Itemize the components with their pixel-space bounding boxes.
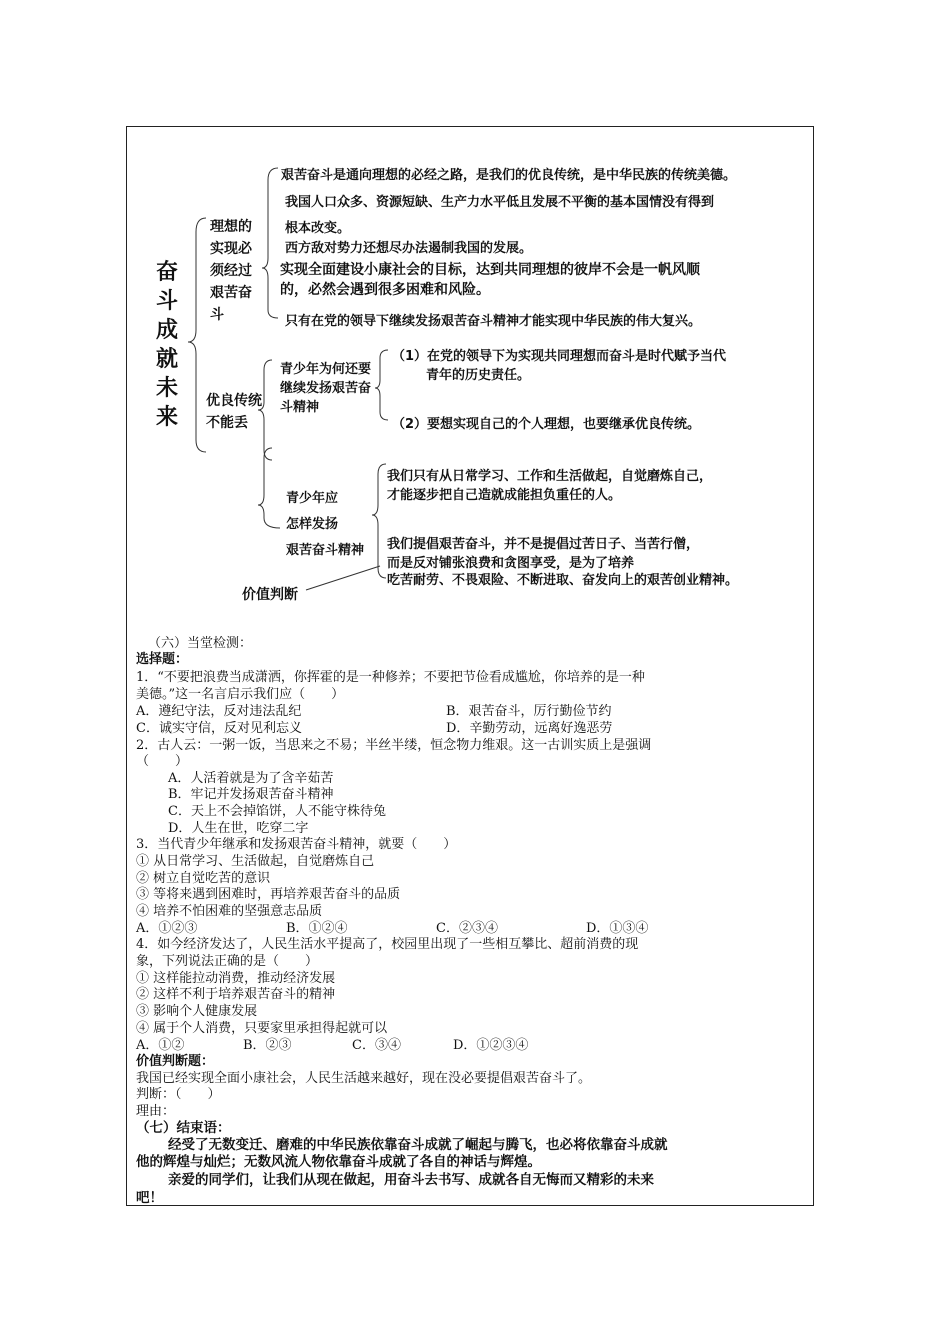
choice-heading: 选择题： [136,652,189,667]
branch1-label: 理想的实现必须经过艰苦奋斗 [210,219,252,323]
value-reason: 理由： [136,1104,176,1119]
q3-option-b: B．①②④ [286,921,348,936]
value-heading: 价值判断题： [136,1054,215,1069]
closing-line3: 亲爱的同学们，让我们从现在做起，用奋斗去书写、成就各自无悔而又精彩的未来 [168,1172,654,1188]
value-statement: 我国已经实现全面小康社会，人民生活越来越好，现在没必要提倡艰苦奋斗了。 [136,1071,592,1086]
sub2-point-2b: 而是反对铺张浪费和贪图享受，是为了培养 [387,556,635,571]
sub1-point-2: （2）要想实现自己的个人理想，也要继承优良传统。 [392,417,701,432]
branch1-point-4: 实现全面建设小康社会的目标，达到共同理想的彼岸不会是一帆风顺 [280,262,700,278]
closing-line4: 吧！ [136,1190,163,1206]
section6-heading: （六）当堂检测： [148,636,253,651]
q4-option-c: C．③④ [352,1038,401,1053]
sub2-point-1b: 才能逐步把自己造就成能担负重任的人。 [387,488,622,503]
sub1-label: 青少年为何还要继续发扬艰苦奋斗精神 [280,362,372,415]
value-judge: 判断：（ ） [136,1087,221,1102]
q2-option-d: D．人生在世，吃穿二字 [168,821,309,836]
q2-line1: 2．古人云：一粥一饭，当思来之不易；半丝半缕，恒念物力维艰。这一古训实质上是强调 [136,738,652,753]
q1-option-d: D．辛勤劳动，远离好逸恶劳 [446,721,613,736]
closing-line2: 他的辉煌与灿烂；无数风流人物依靠奋斗成就了各自的神话与辉煌。 [136,1154,541,1170]
q4-item4: ④ 属于个人消费，只要家里承担得起就可以 [136,1021,388,1036]
sub2-label-line3: 艰苦奋斗精神 [286,543,365,558]
branch1-point-4b: 的，必然会遇到很多困难和风险。 [280,282,490,298]
q2-line2: （ ） [136,754,189,769]
q3-option-a: A．①②③ [136,921,198,936]
q1-line2: 美德。”这一名言启示我们应（ ） [136,687,345,702]
q4-option-a: A．①② [136,1038,185,1053]
q3-option-c: C．②③④ [436,921,498,936]
q4-item3: ③ 影响个人健康发展 [136,1004,258,1019]
q3-item3: ③ 等将来遇到困难时，再培养艰苦奋斗的品质 [136,887,401,902]
section7-heading: （七）结束语： [136,1120,231,1136]
sub1-point-1: （1）在党的领导下为实现共同理想而奋斗是时代赋予当代 [392,349,727,364]
q1-option-a: A．遵纪守法，反对违法乱纪 [136,704,302,719]
q2-option-b: B．牢记并发扬艰苦奋斗精神 [168,787,334,802]
branch1-point-2: 我国人口众多、资源短缺、生产力水平低且发展不平衡的基本国情没有得到 [285,195,715,210]
mindmap-title: 奋斗成就未来 [155,260,178,430]
q4-item1: ① 这样能拉动消费，推动经济发展 [136,971,336,986]
q1-line1: 1．“不要把浪费当成潇洒，你挥霍的是一种修养；不要把节俭看成尴尬，你培养的是一种 [136,670,645,685]
q4-line1: 4．如今经济发达了，人民生活水平提高了，校园里出现了一些相互攀比、超前消费的现 [136,937,639,952]
value-judgment-label: 价值判断 [242,587,298,603]
branch2-label: 优良传统不能丢 [206,393,262,431]
q4-item2: ② 这样不利于培养艰苦奋斗的精神 [136,987,336,1002]
sub2-label-line1: 青少年应 [286,491,339,506]
q2-option-a: A．人活着就是为了含辛茹苦 [168,771,334,786]
branch1-point-5: 只有在党的领导下继续发扬艰苦奋斗精神才能实现中华民族的伟大复兴。 [285,314,702,329]
q3-item2: ② 树立自觉吃苦的意识 [136,871,271,886]
q2-option-c: C．天上不会掉馅饼，人不能守株待兔 [168,804,386,819]
branch1-point-3: 西方敌对势力还想尽办法遏制我国的发展。 [285,241,533,256]
q4-line2: 象，下列说法正确的是（ ） [136,954,319,969]
q3-option-d: D．①③④ [586,921,649,936]
closing-line1: 经受了无数变迁、磨难的中华民族依靠奋斗成就了崛起与腾飞，也必将依靠奋斗成就 [168,1137,668,1153]
branch1-point-2b: 根本改变。 [285,221,351,236]
q3-line1: 3．当代青少年继承和发扬艰苦奋斗精神，就要（ ） [136,837,457,852]
q1-option-c: C．诚实守信，反对见利忘义 [136,721,302,736]
q4-option-d: D．①②③④ [453,1038,529,1053]
sub2-point-2: 我们提倡艰苦奋斗，并不是提倡过苦日子、当苦行僧， [387,537,700,552]
q3-item4: ④ 培养不怕困难的坚强意志品质 [136,904,323,919]
sub2-label-line2: 怎样发扬 [286,517,339,532]
sub2-point-1: 我们只有从日常学习、工作和生活做起，自觉磨炼自己， [387,469,713,484]
branch1-point-1: 艰苦奋斗是通向理想的必经之路，是我们的优良传统，是中华民族的传统美德。 [281,168,737,183]
q3-item1: ① 从日常学习、生活做起，自觉磨炼自己 [136,854,375,869]
sub1-point-1b: 青年的历史责任。 [426,368,531,383]
q1-option-b: B．艰苦奋斗，厉行勤俭节约 [446,704,612,719]
sub2-point-2c: 吃苦耐劳、不畏艰险、不断进取、奋发向上的艰苦创业精神。 [387,573,739,588]
q4-option-b: B．②③ [243,1038,292,1053]
